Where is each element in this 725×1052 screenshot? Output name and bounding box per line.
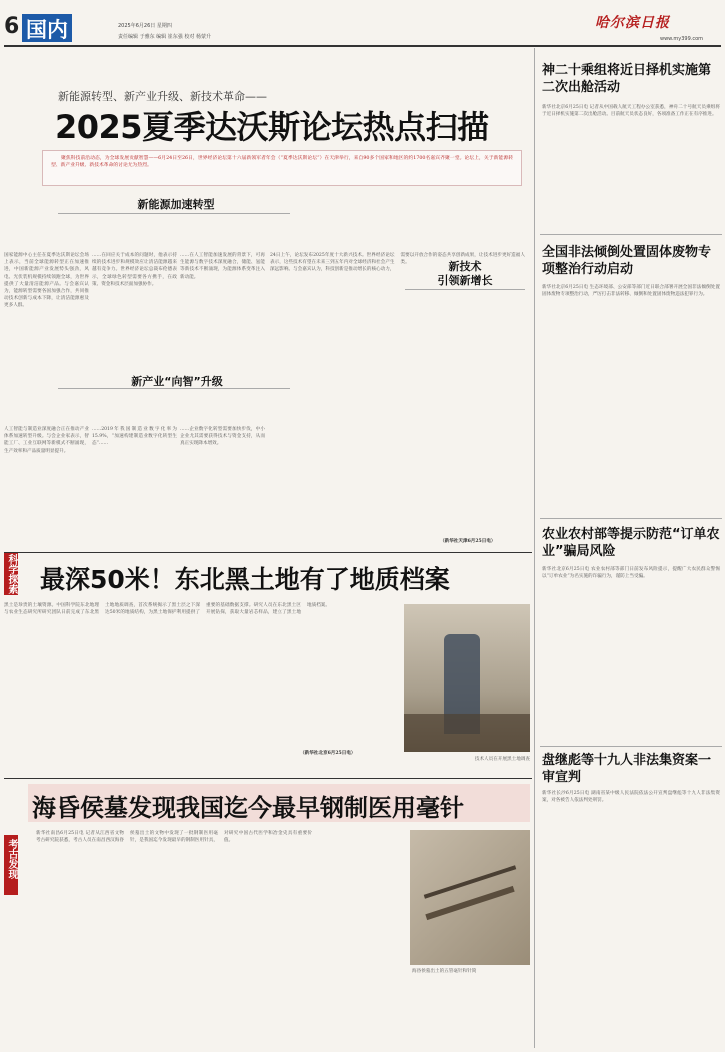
lead-headline: 2025夏季达沃斯论坛热点扫描 bbox=[55, 108, 489, 146]
lead-sign: （新华社天津6月25日电） bbox=[440, 539, 496, 544]
date-line: 2025年6月26日 星期四 bbox=[118, 23, 172, 29]
soil-text: 黑土是珍贵的土壤资源。中国科学院东北地理与农业生态研究所研究团队日前完成了东北黑土地地质调查，首次系统揭示了黑土层之下深达50米的地质结构，为黑土地保护利用提供了重要的基础数据支撑。研究人员在东北黑土区开展钻探，获取大量岩芯样品，建立了黑土地地质档案。 bbox=[4, 603, 330, 616]
page-number: 6 bbox=[4, 14, 20, 39]
subhead-industry-rule bbox=[58, 388, 290, 389]
sidebar-3-text: 新华社北京6月25日电 农业农村部等部门日前发布风险提示，提醒广大农民群众警惕以“订单农业”为名实施的诈骗行为，谨防上当受骗。 bbox=[542, 567, 720, 580]
lead-kicker: 新能源转型、新产业升级、新技术革命—— bbox=[58, 90, 267, 103]
soil-headline: 最深50米！东北黑土地有了地质档案 bbox=[40, 565, 450, 594]
soil-caption: 技术人员在开展黑土地调查 bbox=[474, 757, 530, 762]
lead-story bbox=[0, 48, 530, 550]
sidebar-3-title: 农业农村部等提示防范“订单农业”骗局风险 bbox=[542, 527, 720, 559]
website: www.my399.com bbox=[660, 36, 704, 42]
soil-tag bbox=[4, 553, 18, 595]
subhead-energy-rule bbox=[58, 213, 290, 214]
paper-logo bbox=[595, 12, 719, 34]
subhead-energy: 新能源加速转型 bbox=[137, 198, 215, 211]
sidebar-rule-1 bbox=[540, 234, 722, 235]
soil-sign: （新华社北京6月25日电） bbox=[300, 751, 356, 756]
soil-photo-ground bbox=[404, 714, 530, 752]
soil-photo bbox=[404, 604, 530, 752]
haihun-headline: 海昏侯墓发现我国迄今最早钢制医用毫针 bbox=[32, 794, 464, 822]
lead-intro: 聚焦科技前沿动态，为全球发展贡献智慧——6月24日至26日，世界经济论坛第十六届新领军者年会（“夏季达沃斯论坛”）在天津举行，来自90多个国家和地区的约1700名嘉宾齐聚一堂。论坛上，关于新能源转型、新产业升级、新技术革命的讨论尤为热烈。 bbox=[51, 156, 513, 168]
industry-col-1: 人工智能与制造业深度融合正在推动产业体系加速转型升级。与会企业家表示，智能工厂、工业互联网等新模式不断涌现，生产效率和产品质量明显提升。 bbox=[4, 427, 89, 454]
sidebar-4-text: 新华社长沙6月25日电 湖南省某中级人民法院依法公开宣判盘继彪等十九人非法集资案，对各被告人依法判处刑罚。 bbox=[542, 791, 720, 804]
haihun-text-right bbox=[412, 985, 530, 1045]
sidebar-rule-2 bbox=[540, 518, 722, 519]
soil-tag-label: 科学探索 bbox=[6, 554, 17, 594]
sidebar-1-text: 新华社北京6月25日电 记者从中国载人航天工程办公室获悉，神舟二十号航天员乘组将于近日择机实施第二次出舱活动。目前航天员状态良好，各项准备工作正在有序推进。 bbox=[542, 105, 720, 118]
subhead-tech-line1: 新技术 bbox=[448, 260, 482, 273]
lead-intro-box bbox=[42, 150, 522, 186]
subhead-tech-line2: 引领新增长 bbox=[437, 274, 493, 287]
sidebar-2-text: 新华社北京6月25日电 生态环境部、公安部等部门近日联合部署开展全国非法倾倒处置固体废物专项整治行动，严厉打击非法转移、倾倒和处置固体废物违法犯罪行为。 bbox=[542, 285, 720, 298]
haihun-text-left: 新华社南昌6月25日电 记者从江西省文物考古研究院获悉，考古人员在南昌西汉海昏侯墓出土的文物中发现了一批钢制医用毫针，是我国迄今发现最早的钢制医用针具，对研究中国古代医学和冶金史具有重要价值。 bbox=[36, 831, 312, 844]
soil-top-rule bbox=[4, 552, 532, 553]
haihun-tag bbox=[4, 835, 18, 895]
paper-name: 哈尔滨日报 bbox=[595, 15, 670, 31]
energy-col-1: 国家能源中心主任在夏季达沃斯论坛会场上表示，当前全球能源转型正在加速推进，中国新能源产业发展势头强劲，风电、光伏装机规模持续领跑全球，为世界提供了大量清洁能源产品。与会嘉宾认为，能源转型需要各国加强合作，共同推动技术创新与成本下降，让清洁能源惠及更多人群。 bbox=[4, 253, 89, 309]
haihun-top-rule bbox=[4, 778, 532, 779]
editors-line: 责任编辑 于雅东 编辑 崔东强 校对 杨蒙升 bbox=[118, 34, 211, 40]
header-rule bbox=[4, 45, 721, 47]
industry-col-2: ……2019年我国制造业数字化率为15.9%，“加速构建制造业数字化转型生态”…… bbox=[92, 427, 177, 447]
haihun-photo bbox=[410, 830, 530, 965]
sidebar-4-title: 盘继彪等十九人非法集资案一审宣判 bbox=[542, 753, 712, 785]
sidebar-1-title: 神二十乘组将近日择机实施第二次出舱活动 bbox=[542, 63, 712, 95]
sidebar-2-title: 全国非法倾倒处置固体废物专项整治行动启动 bbox=[542, 245, 712, 277]
industry-col-3: ……企业数字化转型需要加快步伐，中小企业尤其需要获得技术与资金支持，从而真正实现降本增效。 bbox=[180, 427, 265, 447]
haihun-tag-label: 考古发现 bbox=[6, 839, 17, 879]
sidebar-rule-3 bbox=[540, 746, 722, 747]
section-title: 国内 bbox=[26, 18, 68, 42]
page-header bbox=[0, 0, 725, 46]
subhead-industry: 新产业“向智”升级 bbox=[131, 375, 223, 388]
tech-col: 24日上午，论坛发布2025年度十大新兴技术。世界经济论坛表示，这些技术有望在未来三到五年内对全球经济和社会产生深远影响。与会嘉宾认为，科技创新是推动增长的核心动力，需要以开放合作的姿态共享创新成果，让技术进步更好造福人类。 bbox=[270, 253, 525, 273]
energy-col-3: ……在人工智能加速发展的背景下，可再生能源与数字技术深度融合，储能、氢能等新技术不断涌现，为能源体系变革注入新动能。 bbox=[180, 253, 265, 280]
sidebar-divider bbox=[534, 48, 535, 1048]
energy-col-2: ……在回应关于成本的问题时，他表示持续的技术进步和规模效应让清洁能源越来越有竞争力。世界经济论坛总裁布伦德表示，全球绿色转型需要各方携手，在政策、资金和技术层面加强协作。 bbox=[92, 253, 177, 287]
haihun-caption: 海昏侯墓出土的五管毫针和针筒 bbox=[412, 969, 477, 974]
